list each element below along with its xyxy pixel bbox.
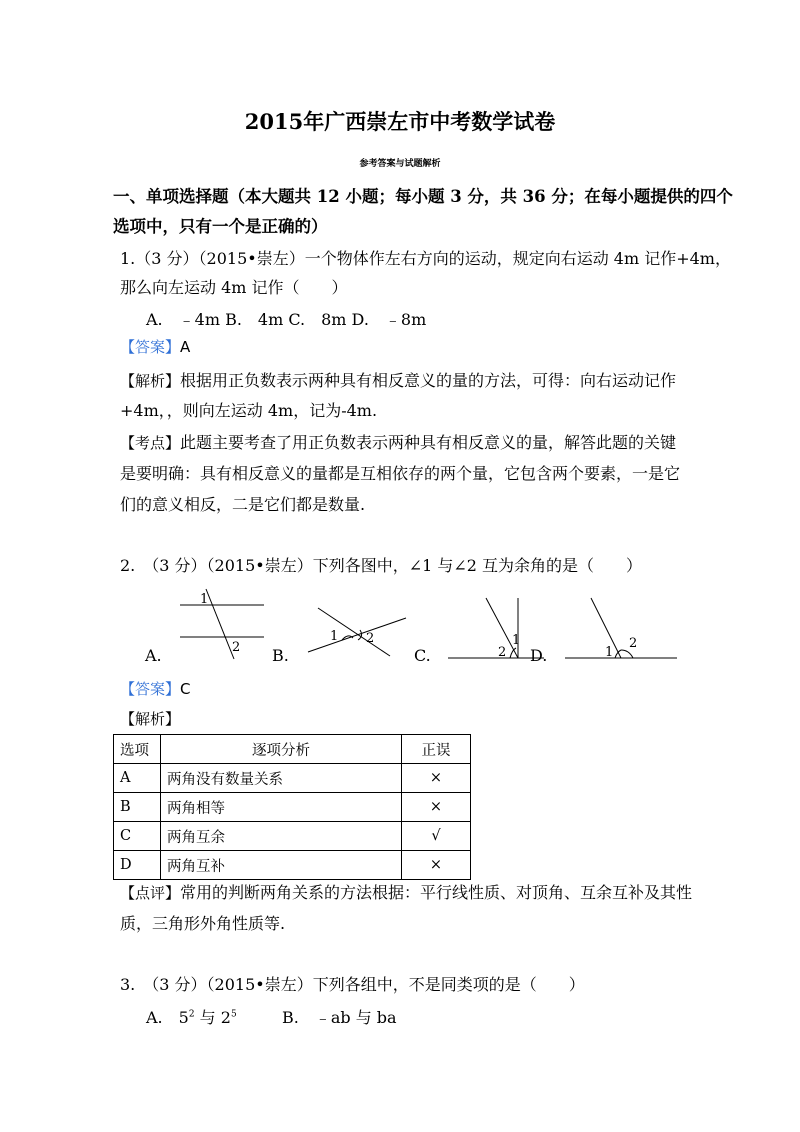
q1-point-line3: 们的意义相反，二是它们都是数量. xyxy=(120,495,366,514)
figure-b-angle1-label: 1 xyxy=(330,629,339,644)
table-cell: B xyxy=(114,793,161,822)
table-header-cell: 逐项分析 xyxy=(161,735,402,764)
q2-answer: 【答案】C xyxy=(120,680,191,698)
q3-a-exp1: 2 xyxy=(188,1009,195,1020)
page-subtitle: 参考答案与试题解析 xyxy=(359,159,441,169)
q2-figure-a xyxy=(172,585,272,665)
q2-analysis-heading: 【解析】 xyxy=(120,710,181,728)
q1-point-line2: 是要明确：具有相反意义的量都是互相依存的两个量，它包含两个要素，一是它 xyxy=(120,464,681,483)
q1-point-line1: 【考点】此题主要考查了用正负数表示两种具有相反意义的量，解答此题的关键 xyxy=(120,433,677,452)
q2-figure-d xyxy=(563,592,681,664)
q2-analysis-table xyxy=(113,734,471,880)
page-title: 2015年广西崇左市中考数学试卷 xyxy=(244,109,556,134)
figure-b-angle2-label: 2 xyxy=(366,631,375,646)
q2-option-c-label: C. xyxy=(414,646,431,665)
table-row xyxy=(114,793,471,822)
table-cell: × xyxy=(402,851,471,880)
q3-a-base2: 2 xyxy=(220,1008,231,1027)
q2-comment-line2: 质，三角形外角性质等. xyxy=(120,914,286,933)
table-row xyxy=(114,822,471,851)
table-header-cell: 选项 xyxy=(114,735,161,764)
table-cell: D xyxy=(114,851,161,880)
section-heading-line1: 一、单项选择题（本大题共 12 小题；每小题 3 分，共 36 分；在每小题提供的四个 xyxy=(113,187,733,206)
table-cell: √ xyxy=(402,822,471,851)
q3-a-mid: 与 xyxy=(199,1008,216,1027)
q1-point-tag: 考点 xyxy=(135,434,166,452)
figure-c-angle2-label: 2 xyxy=(498,645,507,660)
table-row xyxy=(114,764,471,793)
q2-answer-tag: 答案 xyxy=(135,680,166,698)
q1-analysis-line2: +4m，，则向左运动 4m，记为-4m. xyxy=(120,401,378,420)
q3-option-b: B. ﹣ab 与 ba xyxy=(282,1008,397,1027)
q3-a-base1: 5 xyxy=(178,1008,189,1027)
q1-choices: A. ﹣4m B. 4m C. 8m D. ﹣8m xyxy=(146,310,427,329)
q2-option-b-label: B. xyxy=(272,646,289,665)
table-row xyxy=(114,851,471,880)
table-cell: 两角互余 xyxy=(161,822,402,851)
q2-comment-tag: 点评 xyxy=(135,884,166,902)
q2-stem: 2. （3 分）（2015•崇左）下列各图中，∠1 与∠2 互为余角的是（ ） xyxy=(120,556,643,575)
q2-answer-value: C xyxy=(180,680,191,698)
q2-comment-line1: 【点评】常用的判断两角关系的方法根据：平行线性质、对顶角、互余互补及其性 xyxy=(120,883,693,902)
q3-option-a-label: A. xyxy=(146,1008,163,1027)
table-cell: C xyxy=(114,822,161,851)
q1-stem-line2: 那么向左运动 4m 记作（ ） xyxy=(120,278,348,297)
q1-analysis-tag: 解析 xyxy=(135,372,166,390)
figure-c-angle1-label: 1 xyxy=(512,633,521,648)
table-cell: × xyxy=(402,793,471,822)
table-header-cell: 正误 xyxy=(402,735,471,764)
figure-a-angle1-label: 1 xyxy=(200,592,209,607)
q2-comment-text1: 常用的判断两角关系的方法根据：平行线性质、对顶角、互余互补及其性 xyxy=(180,883,693,902)
q1-answer-tag: 答案 xyxy=(135,338,166,356)
figure-d-angle1-label: 1 xyxy=(605,645,614,660)
table-cell: × xyxy=(402,764,471,793)
figure-a-angle2-label: 2 xyxy=(232,640,241,655)
section-heading-line2: 选项中，只有一个是正确的） xyxy=(113,217,328,236)
table-cell: 两角互补 xyxy=(161,851,402,880)
q2-option-a-label: A. xyxy=(145,646,162,665)
table-header-row xyxy=(114,735,471,764)
q1-answer: 【答案】A xyxy=(120,338,191,356)
q2-figure-b xyxy=(300,600,410,660)
q3-option-a xyxy=(146,1005,237,1028)
table-cell: 两角没有数量关系 xyxy=(161,764,402,793)
q1-answer-value: A xyxy=(180,338,191,356)
q1-point-text1: 此题主要考查了用正负数表示两种具有相反意义的量，解答此题的关键 xyxy=(180,433,677,452)
figure-d-angle2-label: 2 xyxy=(629,636,638,651)
q2-option-d-label: D. xyxy=(530,646,548,665)
q3-stem: 3. （3 分）（2015•崇左）下列各组中，不是同类项的是（ ） xyxy=(120,975,585,994)
q1-stem-line1: 1.（3 分）（2015•崇左）一个物体作左右方向的运动，规定向右运动 4m 记作+4m， xyxy=(120,249,731,268)
q3-a-exp2: 5 xyxy=(230,1009,237,1020)
q1-analysis-text1: 根据用正负数表示两种具有相反意义的量的方法，可得：向右运动记作 xyxy=(180,371,677,390)
table-cell: 两角相等 xyxy=(161,793,402,822)
q1-analysis-line1: 【解析】根据用正负数表示两种具有相反意义的量的方法，可得：向右运动记作 xyxy=(120,371,677,390)
table-cell: A xyxy=(114,764,161,793)
